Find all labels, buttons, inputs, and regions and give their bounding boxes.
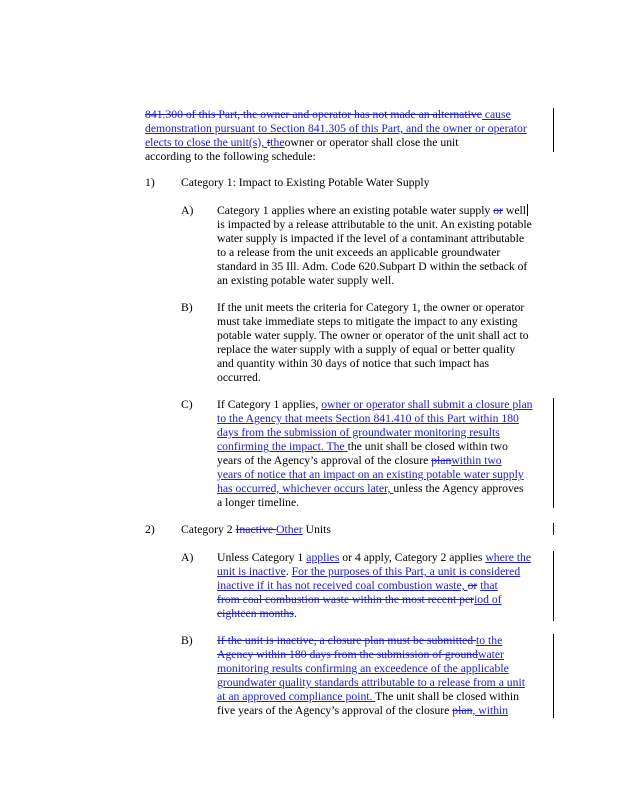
inserted-text: within two	[451, 454, 502, 467]
text-line	[145, 150, 527, 164]
text-line	[217, 398, 532, 412]
text-line	[145, 122, 527, 136]
category-1-heading	[145, 176, 155, 190]
category-1-title: Category 1: Impact to Existing Potable Water Supply	[181, 176, 430, 189]
inserted-text: unit is inactive	[217, 565, 286, 578]
deleted-text: or	[493, 204, 503, 217]
text-line	[217, 690, 525, 704]
text-line	[217, 260, 532, 274]
cat1-A-paragraph	[217, 204, 532, 288]
inserted-text: the	[270, 136, 285, 149]
text-line	[217, 357, 529, 371]
text-line	[217, 412, 532, 426]
deleted-text: t	[267, 136, 271, 149]
text-line	[217, 329, 529, 343]
deleted-text: from coal combustion waste within the most recent per	[217, 593, 475, 606]
category-2-number: 2)	[145, 523, 155, 536]
cat2-B-paragraph	[217, 634, 525, 718]
text-run: water supply is impacted if the level of a contaminant attributable	[217, 232, 525, 245]
text-run: .	[293, 607, 297, 620]
text-run: an existing potable water supply well.	[217, 274, 395, 287]
text-line	[217, 551, 531, 565]
text-line	[217, 426, 532, 440]
deleted-text: plan	[431, 454, 452, 467]
inserted-text: groundwater quality standards attributable to a release from a unit	[217, 676, 525, 689]
text-line	[217, 579, 531, 593]
text-line	[217, 204, 532, 218]
inserted-text: , within	[472, 704, 509, 717]
change-bar	[553, 398, 554, 508]
text-line	[217, 343, 529, 357]
text-run: years of the Agency’s approval of the closure	[217, 454, 432, 467]
text-run: Units	[302, 523, 331, 536]
inserted-text: owner or operator shall submit a closure plan	[321, 398, 533, 411]
text-run: unless the Agency approves	[393, 482, 524, 495]
inserted-text: elects to close the unit(s),	[145, 136, 268, 149]
cat1-C-paragraph	[217, 398, 532, 510]
text-line	[145, 108, 527, 122]
category-2-title	[181, 523, 331, 537]
text-run: Category 1 applies where an existing potable water supply	[217, 204, 494, 217]
text-line	[217, 246, 532, 260]
text-run: Category 2	[181, 523, 236, 536]
cat1-B-label: B)	[181, 301, 193, 314]
text-line	[217, 496, 532, 510]
text-line	[217, 704, 525, 718]
inserted-text: confirming the impact. The	[217, 440, 348, 453]
inserted-text: to the Agency that meets Section 841.410 of this Part within 180	[217, 412, 519, 425]
change-bar	[553, 523, 554, 535]
text-run: to a release from the unit exceeds an applicable groundwater	[217, 246, 501, 259]
text-run: a longer timeline.	[217, 496, 300, 509]
inserted-text: has occurred, whichever occurs later,	[217, 482, 394, 495]
text-run: must take immediate steps to mitigate the impact to any existing	[217, 315, 518, 328]
inserted-text: Other	[276, 523, 303, 536]
text-line	[217, 565, 531, 579]
text-line	[217, 301, 529, 315]
text-line	[181, 523, 331, 537]
text-line	[217, 676, 525, 690]
text-run: potable water supply. The owner or operator of the unit shall act to	[217, 329, 529, 342]
cat2-B-label: B)	[181, 634, 193, 647]
change-bar	[553, 108, 554, 152]
text-run: If Category 1 applies,	[217, 398, 322, 411]
text-run: standard in 35 Ill. Adm. Code 620.Subpart D within the setback of	[217, 260, 528, 273]
inserted-text: monitoring results confirming an exceedence of the applicable	[217, 662, 509, 675]
change-bar	[553, 634, 554, 718]
cat1-A-label: A)	[181, 204, 194, 217]
text-run: is impacted by a release attributable to the unit. An existing potable	[217, 218, 532, 231]
inserted-text: cause	[481, 108, 511, 121]
text-run: .	[285, 565, 292, 578]
text-line	[217, 315, 529, 329]
change-bar	[527, 204, 528, 216]
text-run: The unit shall be closed within	[375, 690, 519, 703]
inserted-text: For the purposes of this Part, a unit is considered	[291, 565, 521, 578]
inserted-text: where the	[485, 551, 532, 564]
inserted-text: water	[478, 648, 504, 661]
deleted-text: plan	[452, 704, 473, 717]
text-line	[217, 468, 532, 482]
text-line	[217, 648, 525, 662]
deleted-text: Agency within 180 days from the submission of ground	[217, 648, 478, 661]
inserted-text: to the	[476, 634, 503, 647]
text-run: owner or operator shall close the unit	[284, 136, 459, 149]
cat2-A-paragraph	[217, 551, 531, 621]
inserted-text: at an approved compliance point.	[217, 690, 376, 703]
inserted-text: years of notice that an impact on an existing potable water supply	[217, 468, 524, 481]
text-line	[217, 274, 532, 288]
text-line	[217, 634, 525, 648]
text-run: five years of the Agency’s approval of the closure	[217, 704, 453, 717]
text-run: replace the water supply with a supply of equal or better quality	[217, 343, 516, 356]
inserted-text: that	[480, 579, 498, 592]
text-line	[217, 440, 532, 454]
text-line	[217, 593, 531, 607]
cat2-A-label: A)	[181, 551, 194, 564]
text-run: the unit shall be closed within two	[347, 440, 508, 453]
text-line	[217, 232, 532, 246]
text-run: according to the following schedule:	[145, 150, 316, 163]
inserted-text: inactive if it has not received coal combustion waste,	[217, 579, 468, 592]
inserted-text: applies	[306, 551, 340, 564]
text-run: and quantity within 30 days of notice that such impact has	[217, 357, 490, 370]
cat1-B-paragraph	[217, 301, 529, 385]
text-run: or 4 apply, Category 2 applies	[339, 551, 486, 564]
text-line	[217, 607, 531, 621]
inserted-text: iod of	[474, 593, 502, 606]
inserted-text: demonstration pursuant to Section 841.305 of this Part, and the owner or operator	[145, 122, 527, 135]
text-line	[217, 218, 532, 232]
deleted-text: or	[467, 579, 478, 592]
text-run: Unless Category 1	[217, 551, 307, 564]
text-run: well	[502, 204, 526, 217]
text-line	[217, 454, 532, 468]
deleted-text: eighteen months	[217, 607, 294, 620]
change-bar	[553, 551, 554, 621]
text-line	[217, 662, 525, 676]
text-run: occurred.	[217, 371, 261, 384]
deleted-text: If the unit is inactive, a closure plan must be submitted	[217, 634, 477, 647]
text-line	[217, 482, 532, 496]
inserted-text: days from the submission of groundwater monitoring results	[217, 426, 500, 439]
text-run: If the unit meets the criteria for Category 1, the owner or operator	[217, 301, 525, 314]
category-1-number: 1)	[145, 176, 155, 189]
cat1-C-label: C)	[181, 398, 193, 411]
deleted-text: 841.300 of this Part, the owner and operator has not made an alternative	[145, 108, 482, 121]
intro-paragraph	[145, 108, 527, 164]
deleted-text: Inactive	[235, 523, 277, 536]
text-line	[145, 136, 527, 150]
category-2-heading	[145, 523, 155, 537]
text-line	[217, 371, 529, 385]
